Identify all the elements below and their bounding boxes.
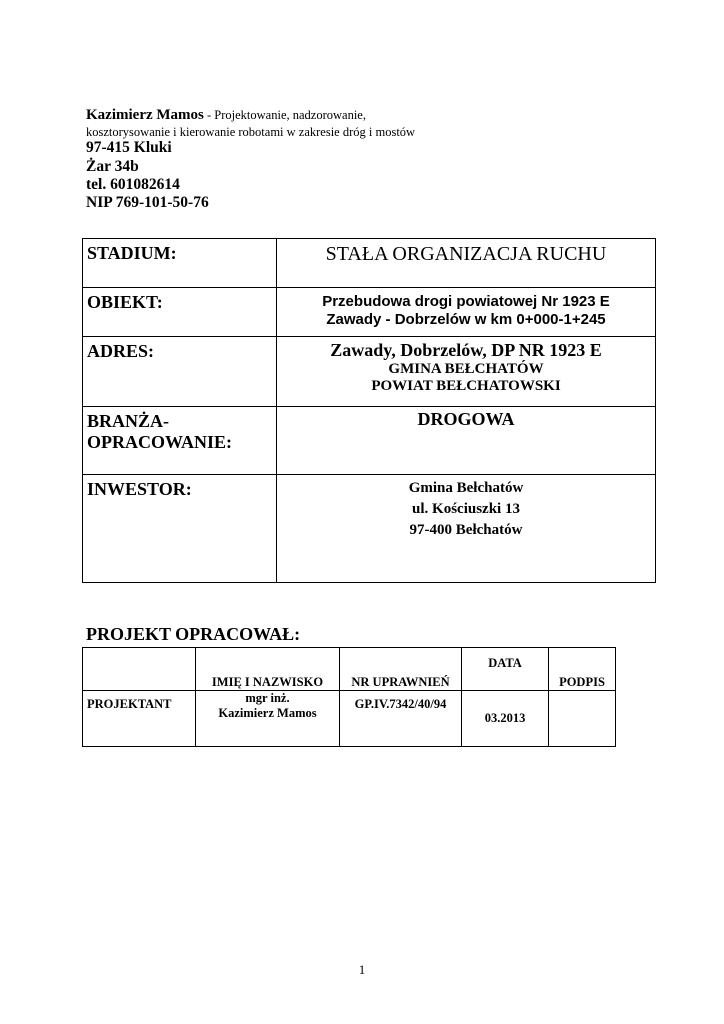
header-name: IMIĘ I NAZWISKO	[196, 648, 340, 691]
company-phone: tel. 601082614	[86, 176, 180, 193]
adres-value: Zawady, Dobrzelów, DP NR 1923 E GMINA BEŁCHATÓW POWIAT BEŁCHATOWSKI	[277, 337, 656, 407]
inwestor-label: INWESTOR:	[83, 475, 277, 583]
header-signature: PODPIS	[549, 648, 616, 691]
company-nip: NIP 769-101-50-76	[86, 194, 209, 212]
row-adres	[83, 337, 656, 407]
header-date: DATA	[462, 648, 549, 691]
company-description: - Projektowanie, nadzorowanie,	[203, 108, 366, 122]
stadium-value: STAŁA ORGANIZACJA RUCHU	[325, 243, 607, 265]
obiekt-value: Przebudowa drogi powiatowej Nr 1923 E Zawady - Dobrzelów w km 0+000-1+245	[322, 293, 610, 328]
company-name: Kazimierz Mamos	[86, 107, 204, 123]
company-street: Żar 34b	[86, 157, 139, 175]
company-postal: 97-415 Kluki	[86, 139, 172, 157]
row-inwestor	[83, 475, 656, 583]
license-number: GP.IV.7342/40/94	[340, 691, 462, 747]
branza-label: BRANŻA- OPRACOWANIE:	[83, 407, 277, 475]
signature-table	[82, 647, 616, 747]
company-header	[86, 107, 415, 213]
designer-name: mgr inż. Kazimierz Mamos	[196, 691, 340, 747]
stadium-label: STADIUM:	[83, 239, 277, 288]
project-info-table	[82, 238, 656, 583]
signature-cell	[549, 691, 616, 747]
signature-row-projektant	[83, 691, 616, 747]
role-projektant: PROJEKTANT	[83, 691, 196, 747]
branza-value: DROGOWA	[417, 409, 515, 429]
company-description-cont: kosztorysowanie i kierowanie robotami w zakresie dróg i mostów	[86, 124, 416, 139]
row-stadium	[83, 239, 656, 288]
header-license: NR UPRAWNIEŃ	[340, 648, 462, 691]
page-number: 1	[358, 962, 366, 977]
signature-header-row	[83, 648, 616, 691]
row-branza	[83, 407, 656, 475]
inwestor-value: Gmina Bełchatów ul. Kościuszki 13 97-400 Bełchatów	[277, 475, 656, 583]
header-empty	[83, 648, 196, 691]
adres-label: ADRES:	[83, 337, 277, 407]
obiekt-label: OBIEKT:	[83, 288, 277, 337]
projekt-title: PROJEKT OPRACOWAŁ:	[86, 624, 301, 644]
row-obiekt	[83, 288, 656, 337]
date-value: 03.2013	[462, 691, 549, 747]
